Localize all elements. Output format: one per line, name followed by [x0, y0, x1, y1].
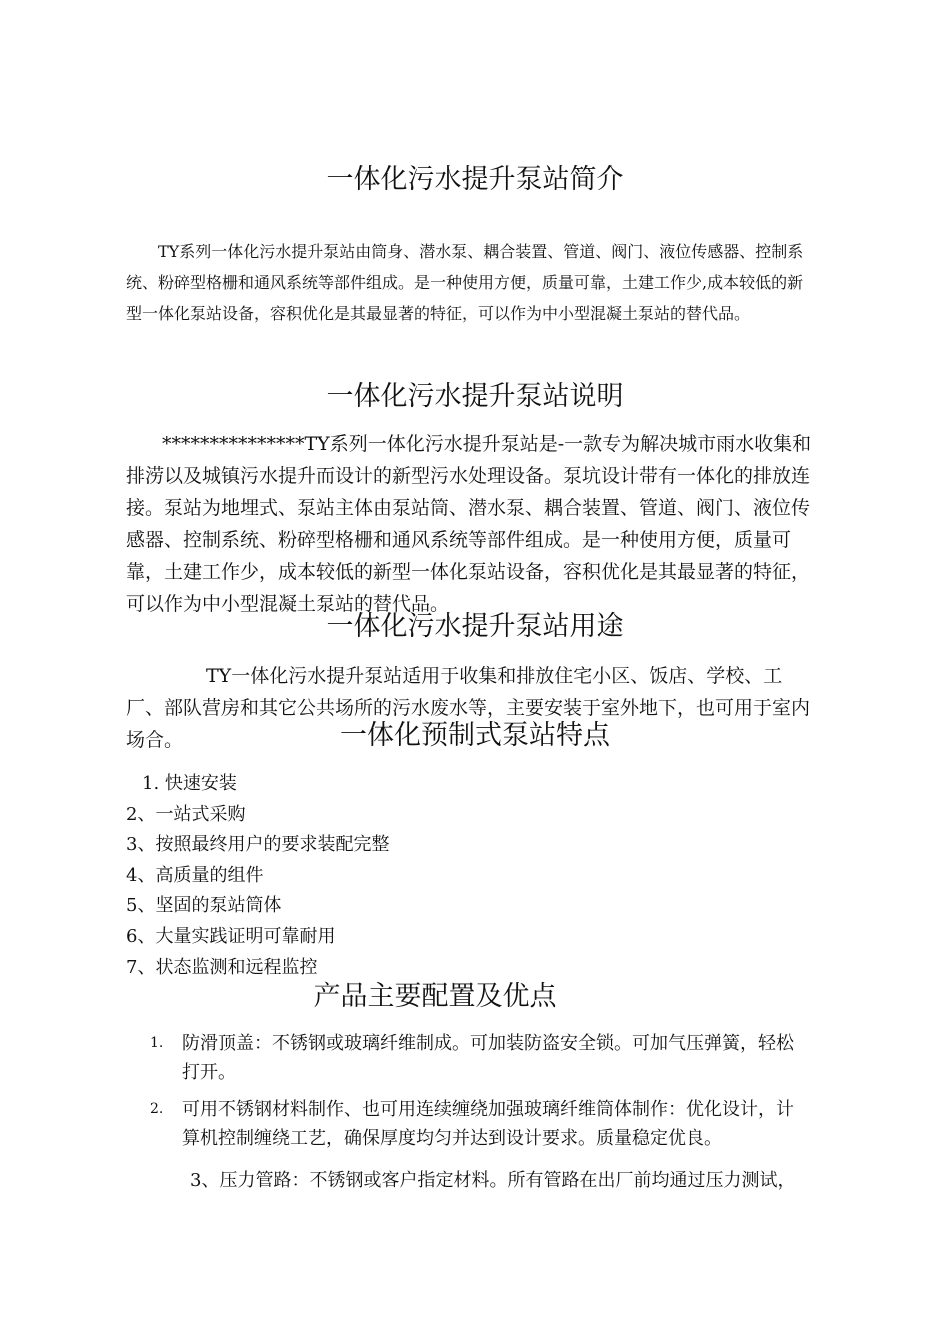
paragraph-config-item3: 3、压力管路：不锈钢或客户指定材料。所有管路在出厂前均通过压力测试， [190, 1170, 796, 1191]
list-item: 1. 快速安装 [142, 773, 237, 794]
list-item-text: 可用不锈钢材料制作、也可用连续缠绕加强玻璃纤维筒体制作：优化设计，计算机控制缠绕工艺，确保厚度均匀并达到设计要求。质量稳定优良。 [182, 1099, 794, 1149]
paragraph-description: ***************TY系列一体化污水提升泵站是-一款专为解决城市雨水收集和排涝以及城镇污水提升而设计的新型污水处理设备。泵坑设计带有一体化的排放连接。泵站为地埋式、泵站主体由泵站筒、潜水泵、耦合装置、管道、阀门、液位传感器、控制系统、粉碎型格栅和通风系统等部件组成。是一种使用方便，质量可靠，土建工作少，成本较低的新型一体化泵站设备，容积优化是其最显著的特征，可以作为中小型混凝土泵站的替代品。 [126, 433, 812, 615]
list-item: 5、坚固的泵站筒体 [126, 895, 282, 917]
list-item [150, 1029, 810, 1087]
list-item: 4、高质量的组件 [126, 864, 264, 886]
section-title-description: 一体化污水提升泵站说明 [326, 381, 624, 412]
list-item: 6、大量实践证明可靠耐用 [126, 925, 336, 947]
paragraph-intro: TY系列一体化污水提升泵站由筒身、潜水泵、耦合装置、管道、阀门、液位传感器、控制系统、粉碎型格栅和通风系统等部件组成。是一种使用方便，质量可靠，土建工作少,成本较低的新型一体化泵站设备，容积优化是其最显著的特征，可以作为中小型混凝土泵站的替代品。 [126, 242, 804, 323]
feature-list [126, 769, 816, 983]
section-title-intro: 一体化污水提升泵站简介 [326, 164, 624, 195]
list-item [150, 1095, 810, 1153]
section-title-config: 产品主要配置及优点 [313, 981, 557, 1012]
section-title-features: 一体化预制式泵站特点 [340, 720, 610, 751]
paragraph-usage: TY一体化污水提升泵站适用于收集和排放住宅小区、饭店、学校、工厂、部队营房和其它公共场所的污水废水等，主要安装于室外地下，也可用于室内场合。 [126, 665, 811, 751]
list-item: 3、按照最终用户的要求装配完整 [126, 834, 390, 856]
list-item: 7、状态监测和远程监控 [126, 956, 318, 978]
list-item-text: 防滑顶盖：不锈钢或玻璃纤维制成。可加装防盗安全锁。可加气压弹簧，轻松打开。 [182, 1033, 794, 1083]
list-item: 2、一站式采购 [126, 803, 246, 825]
section-title-usage: 一体化污水提升泵站用途 [326, 611, 624, 642]
config-list [150, 1029, 810, 1161]
list-item-number: 2. [150, 1101, 164, 1117]
list-item-number: 1. [150, 1035, 164, 1051]
